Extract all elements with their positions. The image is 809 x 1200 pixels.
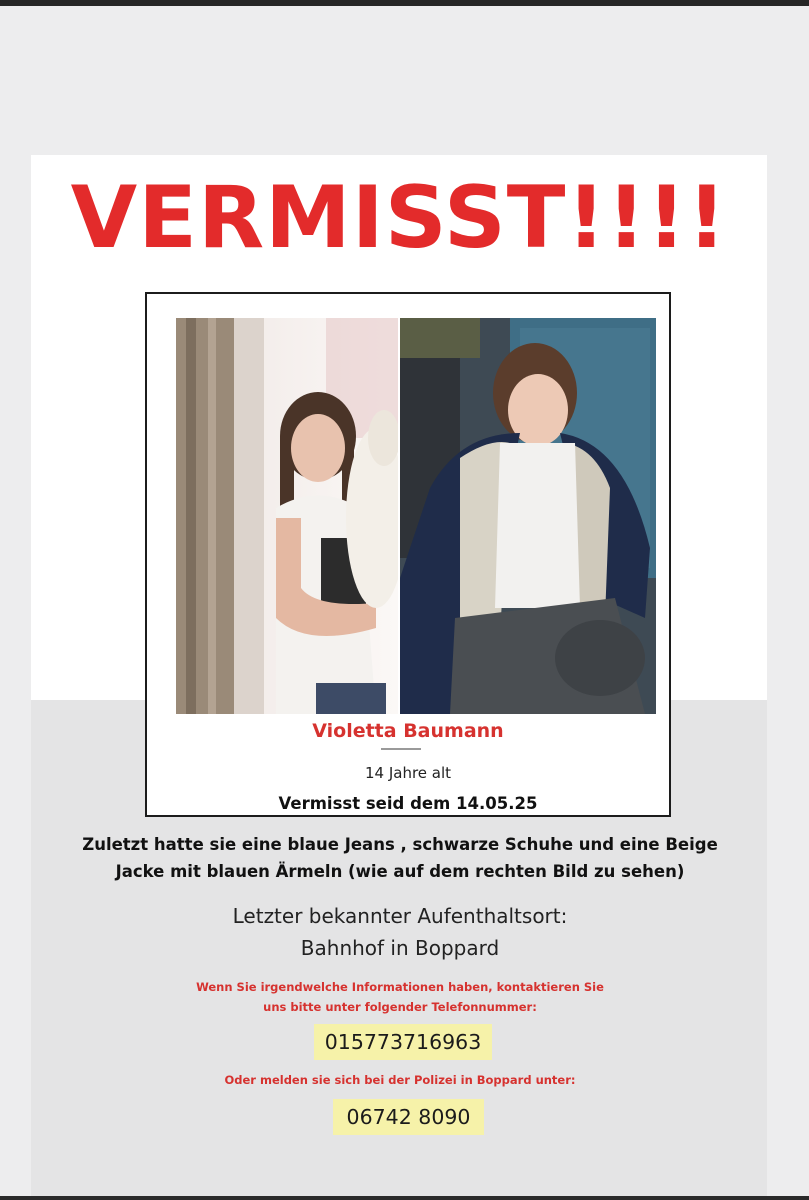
last-location: [40, 900, 760, 964]
missing-since-text: Vermisst seid dem 14.05.25: [278, 794, 538, 813]
contact-phone-number: 015773716963: [314, 1024, 492, 1060]
girl-with-dog-photo: [176, 318, 398, 714]
headline: VERMISST!!!!: [70, 168, 728, 268]
police-contact-line: Oder melden sie sich bei der Polizei in Boppard unter:: [224, 1073, 576, 1087]
age-text: 14 Jahre alt: [364, 764, 452, 782]
screen-top-bar: [0, 0, 809, 6]
last-location-value: Bahnhof in Boppard: [300, 936, 500, 960]
police-phone-number: 06742 8090: [333, 1099, 484, 1135]
last-location-label: Letzter bekannter Aufenthaltsort:: [232, 904, 568, 928]
clothing-description: [40, 831, 760, 885]
missing-person-name: Violetta Baumann: [312, 720, 504, 742]
contact-line: Wenn Sie irgendwelche Informationen haben, kontaktieren Sie: [196, 980, 604, 994]
contact-instructions: [40, 977, 760, 1017]
girl-in-jacket-photo: [400, 318, 656, 714]
description-line: Zuletzt hatte sie eine blaue Jeans , schwarze Schuhe und eine Beige: [82, 835, 718, 854]
name-underline: [381, 748, 421, 750]
screen-bottom-bar: [0, 1196, 809, 1200]
description-line: Jacke mit blauen Ärmeln (wie auf dem rechten Bild zu sehen): [115, 862, 685, 881]
contact-line: uns bitte unter folgender Telefonnummer:: [263, 1000, 537, 1014]
